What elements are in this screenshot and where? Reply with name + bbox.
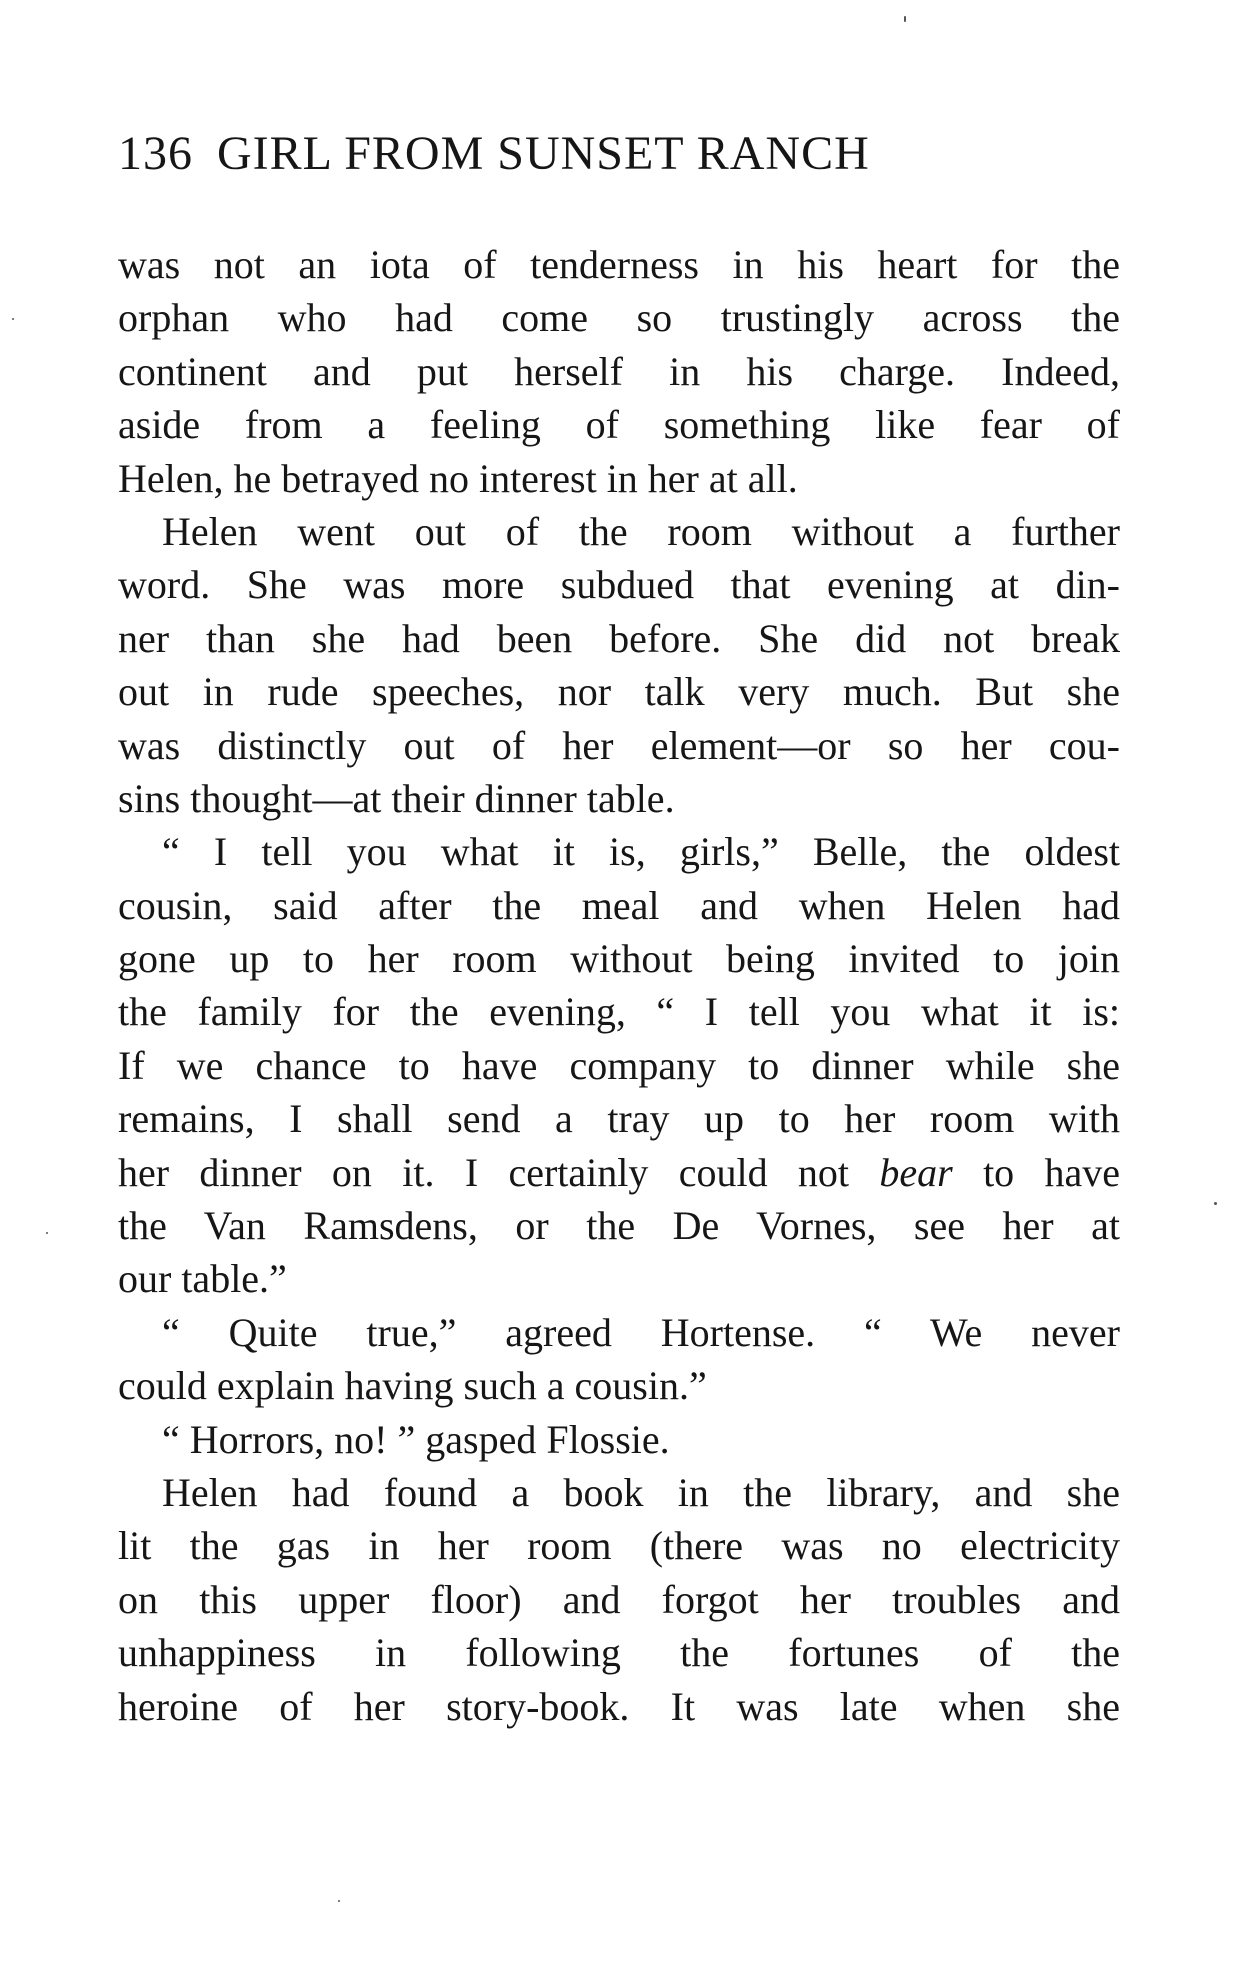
text-line: continent and put herself in his charge. Indeed, [118, 348, 1120, 394]
text-line: cousin, said after the meal and when Helen had [118, 882, 1120, 928]
paper-speck [904, 16, 906, 22]
text-segment: to have [983, 1149, 1121, 1195]
text-line: unhappiness in following the fortunes of the [118, 1630, 1120, 1676]
text-line: sins thought—at their dinner table. [118, 775, 675, 821]
text-line: lit the gas in her room (there was no electricity [118, 1523, 1120, 1569]
paragraph-start-line: “ Quite true,” agreed Hortense. “ We never [162, 1309, 1120, 1355]
paragraph-start-line: “ Horrors, no! ” gasped Flossie. [162, 1416, 670, 1462]
text-line: ner than she had been before. She did not break [118, 615, 1120, 661]
text-line: was not an iota of tenderness in his heart for the [118, 242, 1120, 287]
paper-speck [12, 318, 14, 320]
text-line: our table.” [118, 1256, 287, 1302]
text-line: the family for the evening, “ I tell you what it is: [118, 989, 1120, 1035]
text-line: aside from a feeling of something like fear of [118, 402, 1120, 448]
paragraph-start-line: “ I tell you what it is, girls,” Belle, the oldest [162, 829, 1120, 875]
text-line: orphan who had come so trustingly across the [118, 295, 1120, 341]
paper-speck [46, 1232, 48, 1234]
page-header [118, 126, 870, 181]
text-line: If we chance to have company to dinner while she [118, 1042, 1120, 1088]
text-line: gone up to her room without being invited to join [118, 936, 1120, 982]
paragraph-start-line: Helen had found a book in the library, and she [162, 1469, 1120, 1515]
paper-speck [338, 1900, 340, 1902]
text-line: the Van Ramsdens, or the De Vornes, see her at [118, 1203, 1120, 1249]
text-line: Helen, he betrayed no interest in her at all. [118, 455, 798, 501]
text-line: word. She was more subdued that evening at din- [118, 562, 1120, 608]
text-line: was distinctly out of her element—or so her cou- [118, 722, 1120, 768]
running-title: GIRL FROM SUNSET RANCH [217, 127, 870, 180]
text-line: heroine of her story-book. It was late when she [118, 1683, 1120, 1729]
paper-speck [1214, 1202, 1217, 1205]
italic-word: bear [879, 1149, 953, 1195]
body-text [118, 238, 1120, 1733]
text-line: remains, I shall send a tray up to her room with [118, 1096, 1120, 1142]
text-line-with-italic [118, 1146, 1120, 1199]
text-line: on this upper floor) and forgot her troubles and [118, 1576, 1120, 1622]
page-number: 136 [118, 127, 193, 180]
paragraph-start-line: Helen went out of the room without a further [162, 508, 1120, 554]
text-line: out in rude speeches, nor talk very much. But she [118, 669, 1120, 715]
text-segment: her dinner on it. I certainly could not [118, 1149, 850, 1195]
text-line: could explain having such a cousin.” [118, 1363, 707, 1409]
